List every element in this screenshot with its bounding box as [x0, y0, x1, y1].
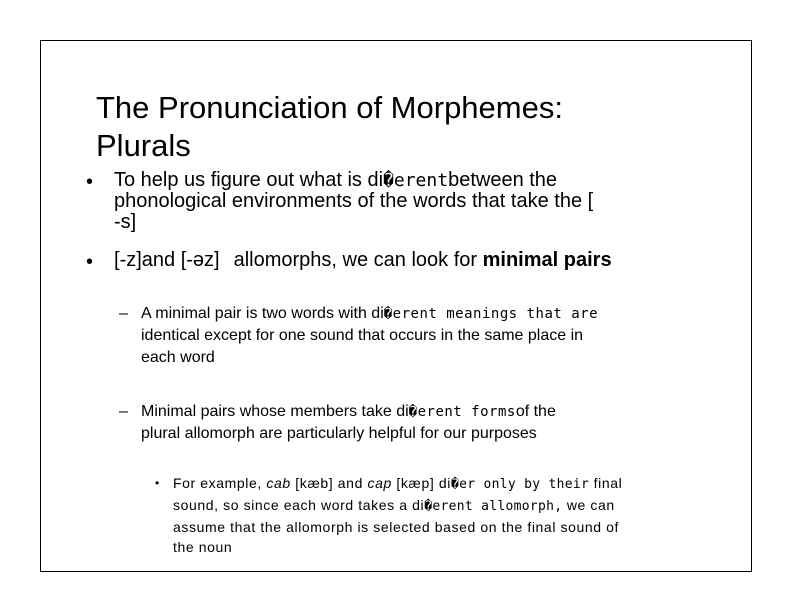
bullet-dot: • [86, 251, 94, 273]
ipa-cab: [kæb] [295, 475, 334, 491]
example-line-3: assume that the allomorph is selected based on the final sound of [173, 519, 620, 535]
sub-2-text-b: �erent forms [408, 404, 516, 420]
sub-2-text-c: of the [515, 403, 556, 420]
bullet-dot: • [86, 171, 94, 193]
example-line-4: the noun [173, 539, 233, 555]
word-cab: cab [266, 475, 291, 491]
ipa-cap: [kæp] [396, 475, 435, 491]
and-bracket: and [ [141, 249, 187, 271]
bullet-2-line-1 [114, 250, 724, 271]
example-line-2-c: we can [566, 497, 615, 513]
allomorph-ez: -əz] [186, 249, 220, 271]
example-lead: For example, [173, 475, 262, 491]
bullet-2-text [114, 250, 724, 271]
sub-1-line-2: identical except for one sound that occurs in the same place in [141, 327, 584, 344]
slide-title [96, 89, 563, 165]
sub-1-line-1 [141, 303, 711, 325]
dash-marker: – [119, 403, 128, 420]
example-final: final [593, 475, 623, 491]
bullet-1-text-b: between the [448, 169, 558, 191]
sub-2-text-a: Minimal pairs whose members take di [141, 403, 409, 420]
sub-1-text-b: �erent meanings that are [383, 306, 599, 322]
bullet-1-line-3: -s] [114, 211, 137, 233]
bullet-1-text [114, 170, 724, 233]
allomorph-z: -z] [119, 249, 142, 271]
bullet-1-text-a: To help us figure out what is di [114, 169, 384, 191]
slide-frame [40, 40, 752, 572]
ligature-glyph: �erent [383, 170, 449, 191]
example-line-2 [173, 495, 733, 517]
bullet-2-text-e: allomorphs, we can look for [233, 249, 478, 271]
example-di: di [438, 475, 451, 491]
title-line-1: The Pronunciation of Morphemes: [96, 90, 563, 125]
minimal-pairs-term: minimal pairs [482, 249, 612, 271]
bullet-1-line-1 [114, 170, 724, 191]
sub-bullet-1-text [141, 303, 711, 369]
small-bullet-dot: • [155, 476, 160, 490]
title-line-2: Plurals [96, 128, 191, 163]
example-line-2-a: sound, so since each word takes a di [173, 497, 425, 513]
example-line-2-b: �erent allomorph, [424, 499, 563, 514]
dash-marker: – [119, 305, 128, 322]
sub-2-line-1 [141, 401, 711, 423]
word-and: and [337, 475, 363, 491]
sub-2-line-2: plural allomorph are particularly helpful for our purposes [141, 425, 537, 442]
word-cap: cap [367, 475, 392, 491]
sub-1-text-a: A minimal pair is two words with di [141, 305, 384, 322]
sub-bullet-2-text [141, 401, 711, 445]
example-differ: �er only by their [450, 477, 590, 492]
sub-1-line-3: each word [141, 349, 215, 366]
bracket-open: [ [114, 249, 120, 271]
bullet-1-line-2: phonological environments of the words that take the [ [114, 190, 594, 212]
example-line-1 [173, 473, 733, 495]
sub-sub-bullet-text [173, 473, 733, 557]
